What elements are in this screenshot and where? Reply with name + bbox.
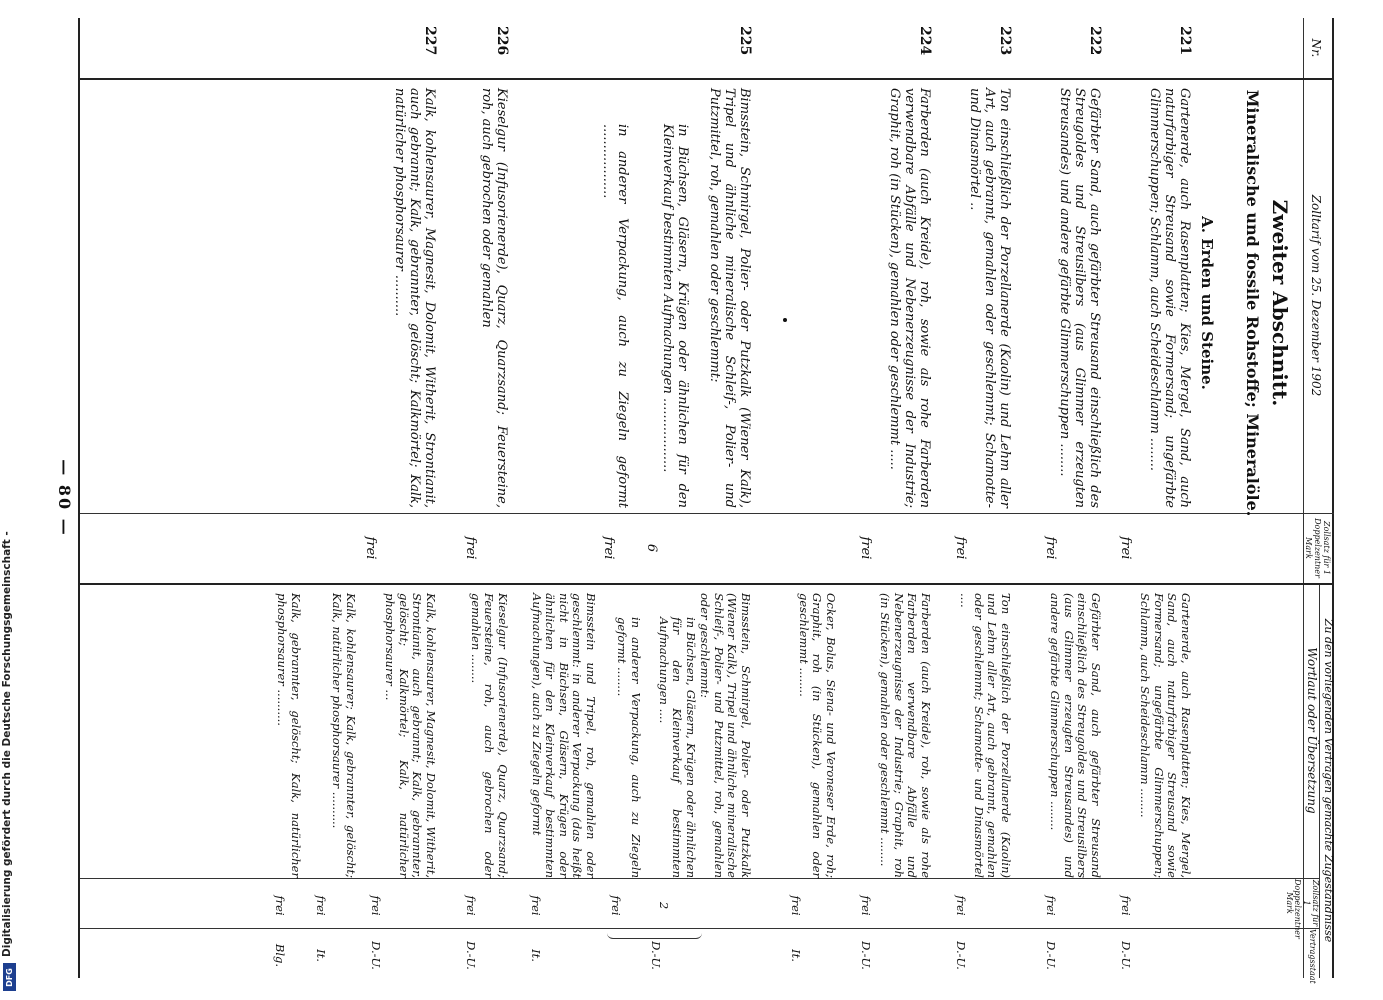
right-entry-text: Kalk, kohlensaurer; Kalk, gebrannter, gelöscht; Kalk, natürlicher phosphorsaurer .......... [330, 593, 358, 878]
entry-nr: 227 [422, 26, 438, 56]
right-entry-source: Blg. [273, 943, 287, 968]
right-entry-rate: frei [314, 895, 328, 916]
right-entry-source: D.-U. [1044, 941, 1058, 970]
right-entry-rate: frei [464, 895, 478, 916]
right-entry-text: Ocker, Bolus, Siena- und Veroneser Erde, roh; Graphit, roh (in Stücken), gemahlen oder geschlemmt ........ [797, 593, 838, 878]
right-entry-text: Kalk, gebrannter, gelöscht; Kalk, natürlicher phosphorsaurer .......... [275, 593, 303, 878]
entry-rate: frei [601, 536, 616, 560]
col-divider-rduty [80, 878, 1320, 879]
entry-subtext: in anderer Verpackung, auch zu Ziegeln geformt .................. [600, 124, 630, 508]
right-entry-source: D.-U. [1119, 941, 1133, 970]
right-entry-rate: frei [789, 895, 803, 916]
right-entry-text: Farberden (auch Kreide), roh, sowie als rohe Farberden verwendbare Abfälle und Nebenerzeugnisse der Industrie; Graphit, roh (in Stücken), gemahlen oder geschlemmt ........ [878, 593, 933, 878]
section-group: A. Erden und Steine. [1198, 216, 1216, 390]
entry-rate: frei [953, 536, 968, 560]
right-entry-rate: frei [609, 895, 623, 916]
right-entry-rate: frei [529, 895, 543, 916]
col-divider-nr [80, 78, 1334, 80]
right-entry-text: Gartenerde, auch Rasenplatten; Kies, Mergel, Sand, auch naturfarbiger Streusand sowie Formersand; ungefärbte Glimmerschuppen; Schlamm, auch Scheideschlamm ........ [1138, 593, 1193, 878]
entry-rate: frei [1043, 536, 1058, 560]
credit-text: Digitalisierung gefördert durch die Deutsche Forschungsgemeinschaft - [1, 531, 13, 957]
right-entry-source: D.-U. [464, 941, 478, 970]
right-entry-subtext: in Büchsen, Gläsern, Krügen oder ähnlichen für den Kleinverkauf bestimmten Aufmachungen .... [657, 617, 698, 878]
entry-rate: frei [463, 536, 478, 560]
entry-text: Bimsstein, Schmirgel, Polier- oder Putzkalk (Wiener Kalk), Tripel und ähnliche mineralische Schleif-, Polier- und Putzmittel, roh, gemahlen oder geschlemmt: [707, 88, 752, 508]
right-entry-rate: 2 [657, 901, 671, 910]
section-subtitle: Mineralische und fossile Rohstoffe; Mineralöle. [1243, 89, 1262, 517]
right-entry-text: Kalk, kohlensaurer, Magnesit, Dolomit, Witherit, Strontianit, auch gebrannt; Kalk, gebrannter, gelöscht; Kalkmörtel; Kalk, natürlicher phosphorsaurer ... [383, 593, 438, 878]
right-entry-source: D.-U. [369, 941, 383, 970]
header-source: Vertragsstaat [1308, 929, 1317, 984]
entry-nr: 224 [917, 26, 933, 56]
header-rule-bottom [1303, 18, 1304, 978]
dfg-logo: DFG [3, 963, 16, 991]
right-entry-text: Kieselgur (Infusorienerde), Quarz, Quarzsand; Feuersteine, roh, auch gebrochen oder gemahlen ........ [469, 593, 510, 878]
footer-rule [78, 18, 80, 978]
credit-strip [0, 0, 18, 1000]
entry-subtext: in Büchsen, Gläsern, Krügen oder ähnlichen für den Kleinverkauf bestimmten Aufmachungen .................. [660, 124, 690, 508]
col-divider-src [80, 928, 1320, 929]
entry-rate: frei [363, 536, 378, 560]
entry-text: Kieselgur (Infusorienerde), Quarz, Quarzsand; Feuersteine, roh, auch gebrochen oder gemahlen [479, 88, 509, 508]
header-duty-right: Zollsatz für 1 Doppelzentner Mark [1284, 879, 1320, 939]
col-divider-duty [80, 513, 1334, 514]
document-page [42, 18, 1342, 984]
entry-nr: 225 [737, 26, 753, 56]
right-entry-rate: frei [1044, 895, 1058, 916]
right-entry-rate: frei [859, 895, 873, 916]
entry-rate: frei [1118, 536, 1133, 560]
right-entry-rate: frei [369, 895, 383, 916]
entry-text: Ton einschließlich der Porzellanerde (Kaolin) und Lehm aller Art, auch gebrannt, gemahlen oder geschlemmt; Schamotte- und Dinasmörtel .. [967, 88, 1012, 508]
entry-nr: 221 [1177, 26, 1193, 56]
right-entry-text: Ton einschließlich der Porzellanerde (Kaolin) und Lehm aller Art, auch gebrannt, gemahlen oder geschlemmt; Schamotte- und Dinasmörtel .... [958, 593, 1013, 878]
entry-nr: 226 [494, 26, 510, 56]
right-entry-text: Gefärbter Sand, auch gefärbter Streusand einschließlich des Streugoldes und Streusilbers (aus Glimmer erzeugten Streusandes) und andere gefärbte Glimmerschuppen ........ [1048, 593, 1103, 878]
right-entry-source: It. [789, 949, 803, 962]
entry-rate: 6 [644, 543, 659, 553]
entry-text: Gartenerde, auch Rasenplatten; Kies, Mergel, Sand, auch naturfarbiger Streusand sowie Formersand; ungefärbte Glimmerschuppen; Schlamm, auch Scheideschlamm ........ [1147, 88, 1192, 508]
page-number: — 80 — [55, 459, 74, 537]
right-entry-rate: frei [273, 895, 287, 916]
right-entry-source: D.-U. [649, 941, 663, 970]
entry-text: Kalk, kohlensaurer, Magnesit, Dolomit, Witherit, Strontianit, auch gebrannt; Kalk, gebrannter, gelöscht; Kalkmörtel; Kalk, natürlicher phosphorsaurer .......... [392, 88, 437, 508]
entry-rate: frei [858, 536, 873, 560]
scan-dot [783, 318, 787, 322]
header-tariff: Zolltarif vom 25. Dezember 1902 [1309, 194, 1323, 397]
header-duty: Zollsatz für 1 Doppelzentner Mark [1304, 518, 1331, 578]
right-entry-subtext: in anderer Verpackung, auch zu Ziegeln geformt ........ [615, 617, 643, 878]
right-entry-text: Bimsstein, Schmirgel, Polier- oder Putzkalk (Wiener Kalk), Tripel und ähnliche mineralische Schleif-, Polier- und Putzmittel, roh, gemahlen oder geschlemmt: [698, 593, 753, 878]
header-wording: Wortlaut oder Übersetzung [1305, 647, 1319, 814]
entry-text: Gefärbter Sand, auch gefärbter Streusand einschließlich des Streugoldes und Streusilbers (aus Glimmer erzeugten Streusandes) und andere gefärbte Glimmerschuppen ........ [1057, 88, 1102, 508]
entry-nr: 223 [997, 26, 1013, 56]
entry-text: Farberden (auch Kreide), roh, sowie als rohe Farberden verwendbare Abfälle und Nebenerzeugnisse der Industrie; Graphit, roh (in Stücken), gemahlen oder geschlemmt ..... [887, 88, 932, 508]
right-entry-source: D.-U. [954, 941, 968, 970]
right-entry-source: It. [529, 949, 543, 962]
right-entry-source: It. [314, 949, 328, 962]
right-entry-rate: frei [954, 895, 968, 916]
entry-nr: 222 [1087, 26, 1103, 56]
col-divider-right [80, 583, 1334, 585]
right-entry-rate: frei [1119, 895, 1133, 916]
header-concessions: Zu den vorliegenden Verträgen gemachte Zugeständnisse [1322, 618, 1335, 943]
header-nr: Nr. [1309, 38, 1323, 58]
right-entry-text: Bimsstein und Tripel, roh, gemahlen oder geschlemmt: in anderer Verpackung (das heißt nicht in Büchsen, Gläsern, Krügen oder ähnlichen für den Kleinverkauf bestimmten Aufmachungen), auch zu Ziegeln geformt [530, 593, 598, 878]
section-title: Zweiter Abschnitt. [1268, 199, 1292, 407]
right-entry-source: D.-U. [859, 941, 873, 970]
